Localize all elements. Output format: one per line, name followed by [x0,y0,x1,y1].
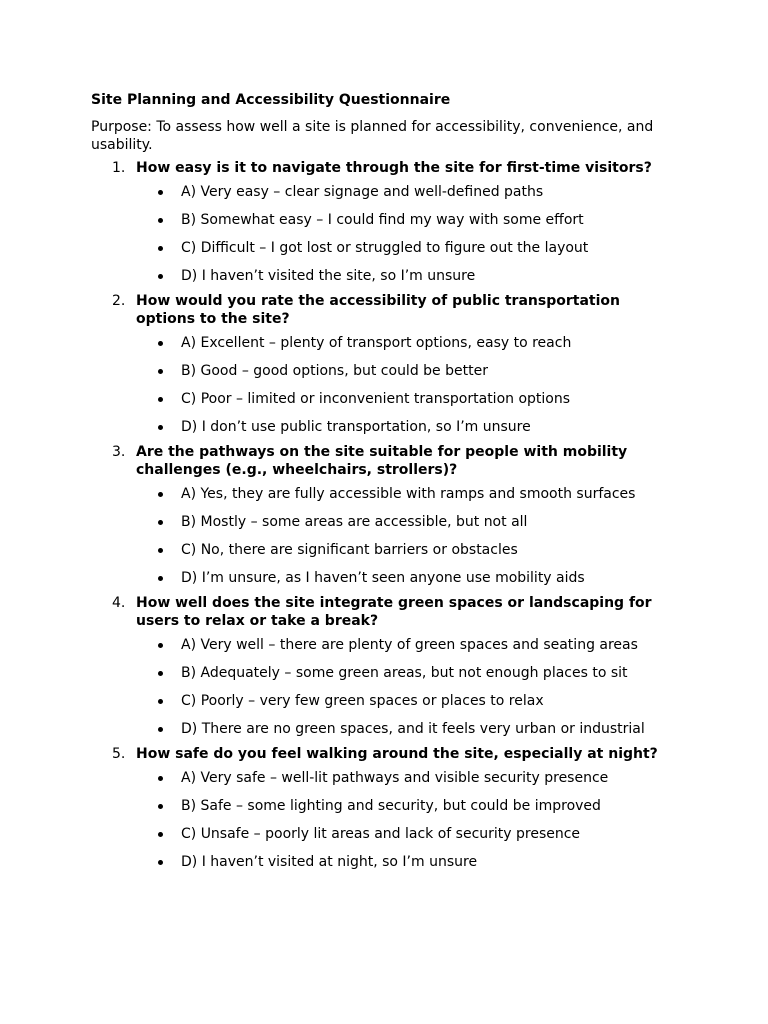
option-text: C) Unsafe – poorly lit areas and lack of security presence [181,826,581,842]
option-text: B) Safe – some lighting and security, but could be improved [181,798,601,814]
bullet-icon [158,832,163,837]
option-item [136,564,680,592]
bullet-icon [158,425,163,430]
option-text: B) Good – good options, but could be better [181,363,488,379]
option-text: D) I’m unsure, as I haven’t seen anyone use mobility aids [181,570,585,586]
option-item [136,357,680,385]
question-list [91,159,680,876]
option-list [136,631,680,743]
bullet-icon [158,727,163,732]
option-text: A) Very safe – well-lit pathways and visible security presence [181,770,609,786]
option-text: B) Adequately – some green areas, but not enough places to sit [181,665,628,681]
option-text: D) I haven’t visited the site, so I’m unsure [181,268,476,284]
question-item [91,594,680,743]
question-item [91,292,680,441]
option-text: D) I haven’t visited at night, so I’m unsure [181,854,478,870]
question-text: How safe do you feel walking around the site, especially at night? [136,746,658,762]
option-text: B) Mostly – some areas are accessible, but not all [181,514,528,530]
option-item [136,329,680,357]
option-text: C) No, there are significant barriers or obstacles [181,542,518,558]
option-item [136,659,680,687]
option-item [136,480,680,508]
bullet-icon [158,804,163,809]
option-item [136,820,680,848]
document-title: Site Planning and Accessibility Questionnaire [91,92,451,108]
option-text: C) Difficult – I got lost or struggled to figure out the layout [181,240,589,256]
option-item [136,206,680,234]
bullet-icon [158,218,163,223]
bullet-icon [158,860,163,865]
bullet-icon [158,246,163,251]
option-list [136,764,680,876]
question-item [91,159,680,290]
option-text: D) There are no green spaces, and it feels very urban or industrial [181,721,645,737]
option-item [136,178,680,206]
bullet-icon [158,397,163,402]
bullet-icon [158,576,163,581]
question-number: 4. [112,595,126,611]
question-number: 2. [112,293,126,309]
question-number: 1. [112,160,126,176]
option-item [136,508,680,536]
bullet-icon [158,671,163,676]
bullet-icon [158,643,163,648]
option-item [136,715,680,743]
bullet-icon [158,274,163,279]
option-text: C) Poorly – very few green spaces or places to relax [181,693,544,709]
option-item [136,764,680,792]
option-list [136,178,680,290]
bullet-icon [158,520,163,525]
option-text: B) Somewhat easy – I could find my way with some effort [181,212,584,228]
question-item [91,443,680,592]
question-text: How well does the site integrate green spaces or landscaping for users to relax or take a break? [136,595,652,629]
question-text: How would you rate the accessibility of public transportation options to the site? [136,293,620,327]
option-text: A) Excellent – plenty of transport options, easy to reach [181,335,572,351]
bullet-icon [158,369,163,374]
purpose-statement: Purpose: To assess how well a site is planned for accessibility, convenience, and usability. [91,119,654,153]
option-item [136,536,680,564]
option-text: D) I don’t use public transportation, so I’m unsure [181,419,531,435]
option-item [136,234,680,262]
option-item [136,385,680,413]
bullet-icon [158,548,163,553]
bullet-icon [158,699,163,704]
option-list [136,480,680,592]
option-list [136,329,680,441]
option-item [136,413,680,441]
bullet-icon [158,341,163,346]
bullet-icon [158,492,163,497]
option-item [136,687,680,715]
option-item [136,631,680,659]
question-text: Are the pathways on the site suitable for people with mobility challenges (e.g., wheelchairs, strollers)? [136,444,628,478]
bullet-icon [158,776,163,781]
option-item [136,262,680,290]
option-text: A) Very easy – clear signage and well-defined paths [181,184,544,200]
question-number: 3. [112,444,126,460]
question-text: How easy is it to navigate through the site for first-time visitors? [136,160,652,176]
option-item [136,792,680,820]
option-item [136,848,680,876]
question-number: 5. [112,746,126,762]
option-text: A) Very well – there are plenty of green spaces and seating areas [181,637,638,653]
option-text: A) Yes, they are fully accessible with ramps and smooth surfaces [181,486,636,502]
bullet-icon [158,190,163,195]
question-item [91,745,680,876]
option-text: C) Poor – limited or inconvenient transportation options [181,391,571,407]
